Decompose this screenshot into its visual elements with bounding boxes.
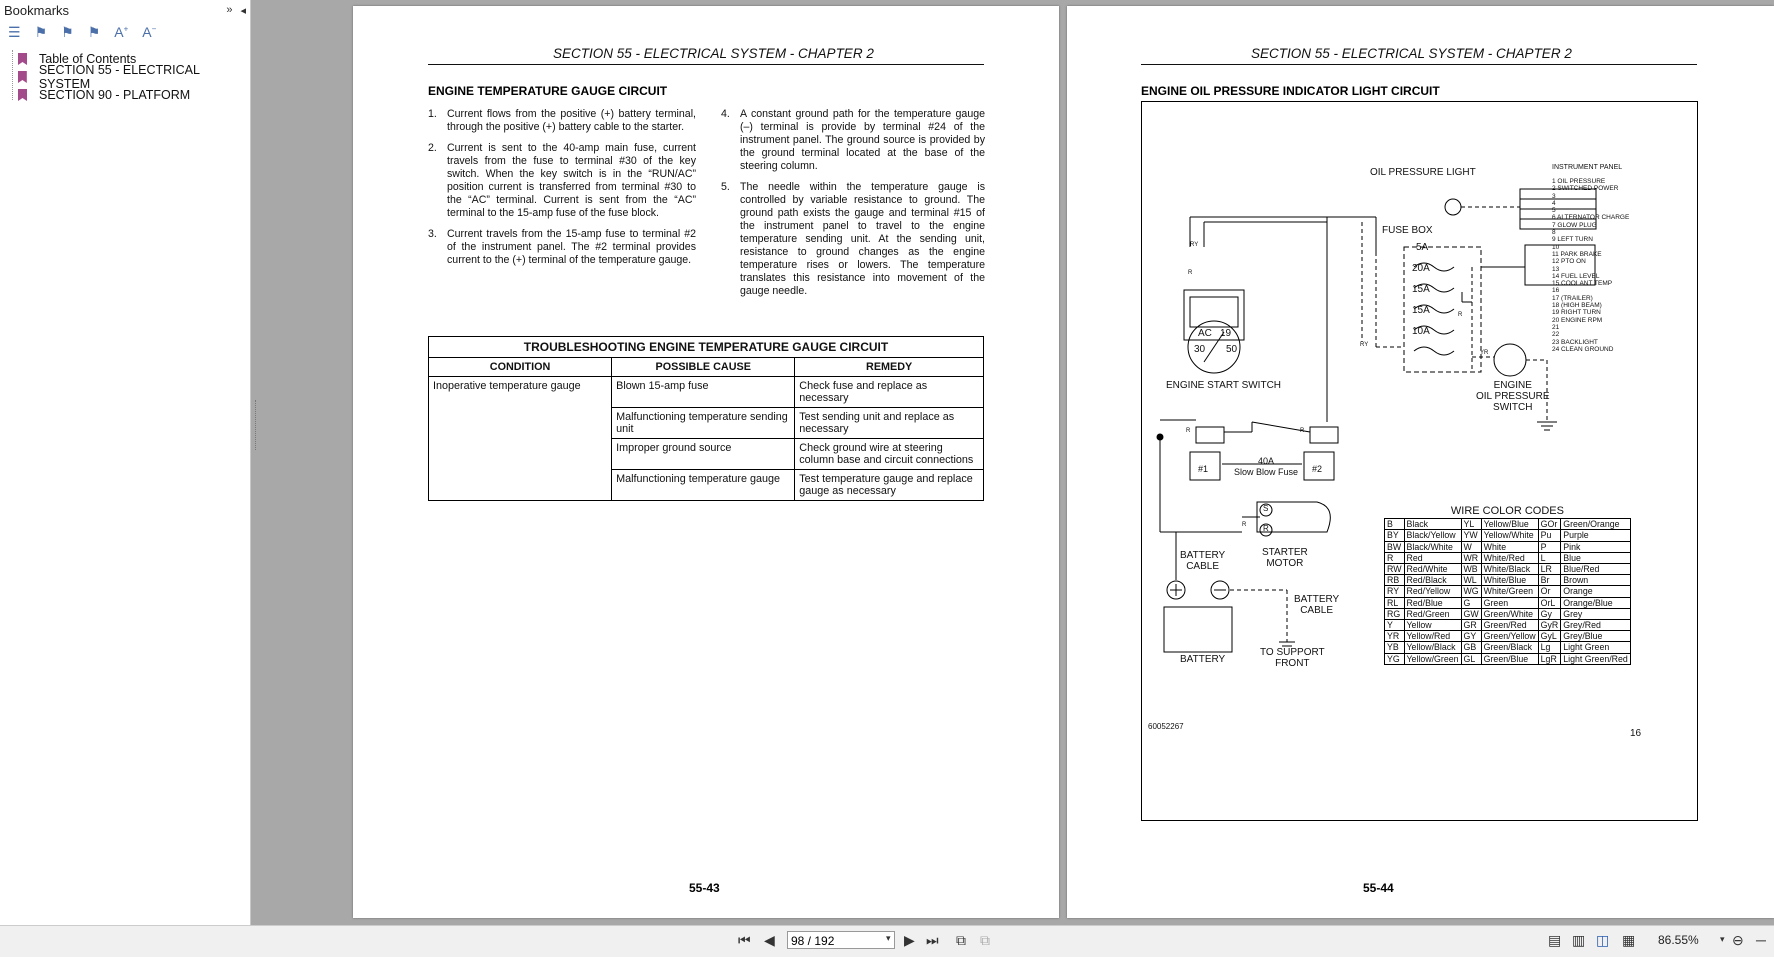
wire-code-cell: GR	[1461, 620, 1481, 631]
wire-color-cell: Light Green	[1561, 642, 1631, 653]
wire-tag: R	[1300, 428, 1305, 434]
step-item: 2. Current is sent to the 40-amp main fuse, current travels from the fuse to terminal #30 of the key switch. When the key switch is in the “RUN/AC” position current is transferred from terminal #30 to the “AC” terminal. Current is sent from the “AC” terminal to the 15-amp fuse of the fuse block.	[428, 142, 696, 219]
wire-code-cell: Y	[1385, 620, 1405, 631]
wire-color-cell: Yellow/Black	[1404, 642, 1461, 653]
table-row	[1385, 586, 1631, 597]
table-row	[1385, 608, 1631, 619]
page-dropdown-icon[interactable]: ▾	[886, 933, 891, 943]
wire-color-cell: Blue	[1561, 552, 1631, 563]
table-header: POSSIBLE CAUSE	[612, 358, 795, 377]
wiring-diagram	[1141, 101, 1698, 821]
bookmark-goto-icon[interactable]: ⚑	[61, 23, 74, 40]
page-number: 55-44	[1363, 881, 1394, 895]
wire-code-cell: YB	[1385, 642, 1405, 653]
wire-code-cell: LgR	[1538, 653, 1561, 664]
bookmark-label: Table of Contents	[39, 52, 137, 66]
wire-code-cell: GyL	[1538, 631, 1561, 642]
bookmarks-panel	[0, 0, 251, 925]
zoom-level[interactable]: 86.55%	[1658, 933, 1699, 947]
wire-color-codes-table	[1384, 506, 1631, 665]
zoom-out-icon[interactable]: ⊖	[1732, 932, 1744, 948]
fuse-5a-label: 5A	[1416, 242, 1429, 253]
wire-color-cell: Black/Yellow	[1404, 530, 1461, 541]
expand-panel-icon[interactable]: »	[226, 3, 233, 16]
steps-column-1	[428, 108, 696, 275]
wire-code-cell: P	[1538, 541, 1561, 552]
bookmark-item-section-90[interactable]	[0, 86, 250, 104]
troubleshooting-table	[428, 336, 984, 501]
facing-pages-view-icon[interactable]: ◫	[1596, 932, 1610, 948]
wire-tag: R	[1186, 428, 1191, 434]
wire-color-cell: Yellow	[1404, 620, 1461, 631]
header-rule	[428, 64, 984, 65]
page-number-input[interactable]: 98 / 192	[787, 931, 895, 949]
wire-color-cell: Red/Blue	[1404, 597, 1461, 608]
step-item: 1. Current flows from the positive (+) battery terminal, through the positive (+) battery cable to the starter.	[428, 108, 696, 133]
table-row	[1385, 519, 1631, 530]
navigation-toolbar	[0, 925, 1774, 957]
fuse-box-label: FUSE BOX	[1382, 225, 1433, 236]
slow-blow-fuse-label: 40A Slow Blow Fuse	[1234, 456, 1299, 477]
wire-tag: RY	[1360, 342, 1369, 348]
wire-color-cell: Black/White	[1404, 541, 1461, 552]
table-row	[429, 377, 984, 408]
wire-code-cell: Pu	[1538, 530, 1561, 541]
bookmark-icon	[18, 71, 27, 83]
bookmarks-toolbar	[0, 20, 250, 44]
cause-cell: Malfunctioning temperature sending unit	[612, 408, 795, 439]
wire-code-cell: OrL	[1538, 597, 1561, 608]
table-row	[1385, 552, 1631, 563]
key-terminal-19: 19	[1220, 328, 1232, 339]
wire-color-cell: Red	[1404, 552, 1461, 563]
bookmark-add-icon[interactable]: ⚑	[34, 23, 48, 40]
wire-code-cell: RW	[1385, 564, 1405, 575]
continuous-view-icon[interactable]: ▥	[1572, 932, 1586, 948]
wire-color-cell: Grey/Red	[1561, 620, 1631, 631]
zoom-slider[interactable]: ─	[1756, 932, 1766, 948]
cause-cell: Blown 15-amp fuse	[612, 377, 795, 408]
sheet-number: 16	[1630, 728, 1642, 739]
key-terminal-50: 50	[1226, 344, 1238, 355]
wire-color-cell: White	[1481, 541, 1538, 552]
wire-color-cell: Green/Red	[1481, 620, 1538, 631]
wire-color-cell: Yellow/Green	[1404, 653, 1461, 664]
wire-code-cell: YL	[1461, 519, 1481, 530]
wire-code-cell: GB	[1461, 642, 1481, 653]
header-rule	[1141, 64, 1697, 65]
step-item: 5. The needle within the temperature gauge is controlled by variable resistance to ground. The ground path exists the gauge and terminal #15 of the instrument panel to travel to the engine temperature sending unit. At the sending unit, resistance to ground changes as the engine temperature rises or lowers. The temperature translates this resistance into movement of the gauge needle.	[721, 181, 985, 297]
table-row	[1385, 541, 1631, 552]
remedy-cell: Test sending unit and replace as necessary	[795, 408, 984, 439]
table-row	[1385, 631, 1631, 642]
battery-cable-label: BATTERY CABLE	[1294, 594, 1340, 616]
wire-color-cell: Yellow/White	[1481, 530, 1538, 541]
key-terminal-30: 30	[1194, 344, 1206, 355]
bookmarks-header	[0, 0, 250, 20]
wire-color-cell: Red/Green	[1404, 608, 1461, 619]
wire-code-cell: RY	[1385, 586, 1405, 597]
wire-color-cell: Green/Yellow	[1481, 631, 1538, 642]
wire-code-cell: YR	[1385, 631, 1405, 642]
wire-code-cell: WG	[1461, 586, 1481, 597]
table-row	[1385, 653, 1631, 664]
wire-color-cell: White/Blue	[1481, 575, 1538, 586]
table-header: REMEDY	[795, 358, 984, 377]
bookmark-label: SECTION 55 - ELECTRICAL SYSTEM	[38, 63, 200, 91]
wire-color-cell: White/Black	[1481, 564, 1538, 575]
table-row	[1385, 575, 1631, 586]
wire-color-cell: Red/White	[1404, 564, 1461, 575]
bookmark-label: SECTION 90 - PLATFORM	[39, 88, 191, 102]
step-item: 4. A constant ground path for the temperature gauge (–) terminal is provide by terminal #24 of the instrument panel. The ground source is provided by the ground terminal located at the base of the steering column.	[721, 108, 985, 172]
first-page-icon[interactable]: ⏮	[738, 932, 751, 948]
wire-tag: RY	[1190, 242, 1199, 248]
page-header: SECTION 55 - ELECTRICAL SYSTEM - CHAPTER 2	[553, 46, 874, 61]
wire-color-cell: Grey	[1561, 608, 1631, 619]
table-header: CONDITION	[429, 358, 612, 377]
wire-code-cell: YW	[1461, 530, 1481, 541]
wire-color-cell: Red/Yellow	[1404, 586, 1461, 597]
wire-color-codes-title: WIRE COLOR CODES	[1450, 505, 1564, 517]
fuse-15a-label: 15A	[1412, 305, 1430, 316]
starter-r-terminal: R	[1263, 524, 1269, 533]
next-view-icon[interactable]: ⧉	[980, 932, 990, 948]
wire-tag: R	[1458, 312, 1463, 318]
bookmark-find-icon[interactable]: ⚑	[87, 23, 101, 40]
wire-color-cell: Blue/Red	[1561, 564, 1631, 575]
wire-code-cell: GW	[1461, 608, 1481, 619]
wire-code-cell: GOr	[1538, 519, 1561, 530]
fuse-15a-label: 15A	[1412, 284, 1430, 295]
wire-code-cell: GyR	[1538, 620, 1561, 631]
wire-color-cell: Green/Black	[1481, 642, 1538, 653]
last-page-icon[interactable]: ⏭	[926, 932, 939, 948]
wire-code-cell: W	[1461, 541, 1481, 552]
bookmark-item-section-55[interactable]	[0, 63, 250, 91]
section-heading: ENGINE OIL PRESSURE INDICATOR LIGHT CIRCUIT	[1141, 84, 1440, 98]
remedy-cell: Check ground wire at steering column base and circuit connections	[795, 439, 984, 470]
engine-start-switch-label: ENGINE START SWITCH	[1166, 380, 1282, 391]
to-support-label: TO SUPPORT FRONT	[1260, 647, 1325, 669]
starter-s-terminal: S	[1263, 504, 1269, 513]
wire-color-cell: Green/White	[1481, 608, 1538, 619]
table-row	[1385, 620, 1631, 631]
table-row	[1385, 530, 1631, 541]
wire-code-cell: Or	[1538, 586, 1561, 597]
wire-color-cell: Light Green/Red	[1561, 653, 1631, 664]
instrument-panel-pin-list: 1 OIL PRESSURE 2 SWITCHED POWER 3 4 5 6 ALTERNATOR CHARGE 7 GLOW PLUG 8 9 LEFT TURN 10 11 PARK BRAKE 12 PTO ON 13 14 FUEL LEVEL 15 COOLANT TEMP 16 17 (TRAILER) 18 (HIGH BEAM) 19 RIGHT TURN 20 ENGINE RPM 21 22 23 BACKLIGHT 24 CLEAN GROUND	[1552, 178, 1630, 353]
page-55-43	[353, 6, 1059, 918]
wire-color-cell: White/Red	[1481, 552, 1538, 563]
wire-code-cell: LR	[1538, 564, 1561, 575]
remedy-cell: Test temperature gauge and replace gauge as necessary	[795, 470, 984, 501]
wire-code-cell: Lg	[1538, 642, 1561, 653]
page-55-44	[1067, 6, 1774, 918]
wire-color-cell: Grey/Blue	[1561, 631, 1631, 642]
cause-cell: Malfunctioning temperature gauge	[612, 470, 795, 501]
wire-code-cell: GY	[1461, 631, 1481, 642]
wire-code-cell: RG	[1385, 608, 1405, 619]
fuse-2-label: #2	[1312, 464, 1323, 474]
previous-view-icon[interactable]: ⧉	[956, 932, 966, 948]
font-smaller-icon[interactable]: A−	[142, 24, 157, 40]
wire-tag: R	[1242, 522, 1247, 528]
bookmark-icon	[18, 89, 27, 101]
wire-color-cell: Yellow/Blue	[1481, 519, 1538, 530]
wire-color-cell: Yellow/Red	[1404, 631, 1461, 642]
wire-code-cell: RL	[1385, 597, 1405, 608]
condition-cell: Inoperative temperature gauge	[429, 377, 612, 501]
wire-code-cell: GL	[1461, 653, 1481, 664]
oil-pressure-switch-label: ENGINE OIL PRESSURE SWITCH	[1476, 380, 1550, 413]
wire-tag: R	[1188, 270, 1193, 276]
wire-color-cell: White/Green	[1481, 586, 1538, 597]
battery-label: BATTERY	[1180, 654, 1226, 665]
wire-code-cell: Gy	[1538, 608, 1561, 619]
wire-color-cell: Black	[1404, 519, 1461, 530]
wire-code-cell: L	[1538, 552, 1561, 563]
page-header: SECTION 55 - ELECTRICAL SYSTEM - CHAPTER 2	[1251, 46, 1572, 61]
table-row	[1385, 642, 1631, 653]
key-terminal-ac: AC	[1198, 328, 1212, 339]
table-title: TROUBLESHOOTING ENGINE TEMPERATURE GAUGE CIRCUIT	[429, 337, 984, 358]
wire-code-cell: YG	[1385, 653, 1405, 664]
remedy-cell: Check fuse and replace as necessary	[795, 377, 984, 408]
wire-color-cell: Purple	[1561, 530, 1631, 541]
previous-page-icon[interactable]: ◀	[764, 932, 775, 948]
instrument-panel-label: INSTRUMENT PANEL	[1552, 164, 1623, 171]
wire-code-cell: WB	[1461, 564, 1481, 575]
wire-code-cell: BW	[1385, 541, 1405, 552]
section-heading: ENGINE TEMPERATURE GAUGE CIRCUIT	[428, 84, 668, 98]
wire-color-cell: Orange/Blue	[1561, 597, 1631, 608]
wire-tag: YR	[1480, 350, 1489, 356]
continuous-facing-view-icon[interactable]: ▦	[1622, 932, 1636, 948]
battery-cable-label: BATTERY CABLE	[1180, 550, 1226, 572]
step-item: 3. Current travels from the 15-amp fuse to terminal #2 of the instrument panel. The #2 terminal provides current to the (+) terminal of the temperature gauge.	[428, 228, 696, 266]
fuse-20a-label: 20A	[1412, 263, 1430, 274]
wire-code-cell: Br	[1538, 575, 1561, 586]
wire-code-cell: RB	[1385, 575, 1405, 586]
wire-color-cell: Green/Orange	[1561, 519, 1631, 530]
font-larger-icon[interactable]: A+	[114, 24, 129, 40]
table-row	[1385, 597, 1631, 608]
panel-splitter[interactable]	[255, 400, 258, 450]
fuse-1-label: #1	[1198, 464, 1209, 474]
wire-code-cell: R	[1385, 552, 1405, 563]
single-page-view-icon[interactable]: ▤	[1548, 932, 1562, 948]
wire-color-cell: Red/Black	[1404, 575, 1461, 586]
wire-color-cell: Green	[1481, 597, 1538, 608]
collapse-panel-icon[interactable]: ◂	[240, 4, 246, 17]
wire-color-cell: Pink	[1561, 541, 1631, 552]
wire-code-cell: BY	[1385, 530, 1405, 541]
wire-code-cell: WR	[1461, 552, 1481, 563]
figure-id: 60052267	[1148, 722, 1184, 731]
fuse-10a-label: 10A	[1412, 326, 1430, 337]
zoom-dropdown-icon[interactable]: ▾	[1720, 934, 1725, 944]
page-number: 55-43	[689, 881, 720, 895]
wire-color-cell: Green/Blue	[1481, 653, 1538, 664]
bookmarks-title: Bookmarks	[4, 2, 70, 18]
wire-color-cell: Brown	[1561, 575, 1631, 586]
wire-code-cell: G	[1461, 597, 1481, 608]
table-row	[1385, 564, 1631, 575]
bookmark-options-icon[interactable]: ☰	[8, 23, 21, 40]
starter-motor-label: STARTER MOTOR	[1262, 547, 1308, 569]
steps-column-2	[721, 108, 985, 306]
wire-color-cell: Orange	[1561, 586, 1631, 597]
wire-code-cell: WL	[1461, 575, 1481, 586]
oil-pressure-light-label: OIL PRESSURE LIGHT	[1370, 167, 1476, 178]
next-page-icon[interactable]: ▶	[904, 932, 915, 948]
bookmark-icon	[18, 53, 27, 65]
wire-code-cell: B	[1385, 519, 1405, 530]
cause-cell: Improper ground source	[612, 439, 795, 470]
